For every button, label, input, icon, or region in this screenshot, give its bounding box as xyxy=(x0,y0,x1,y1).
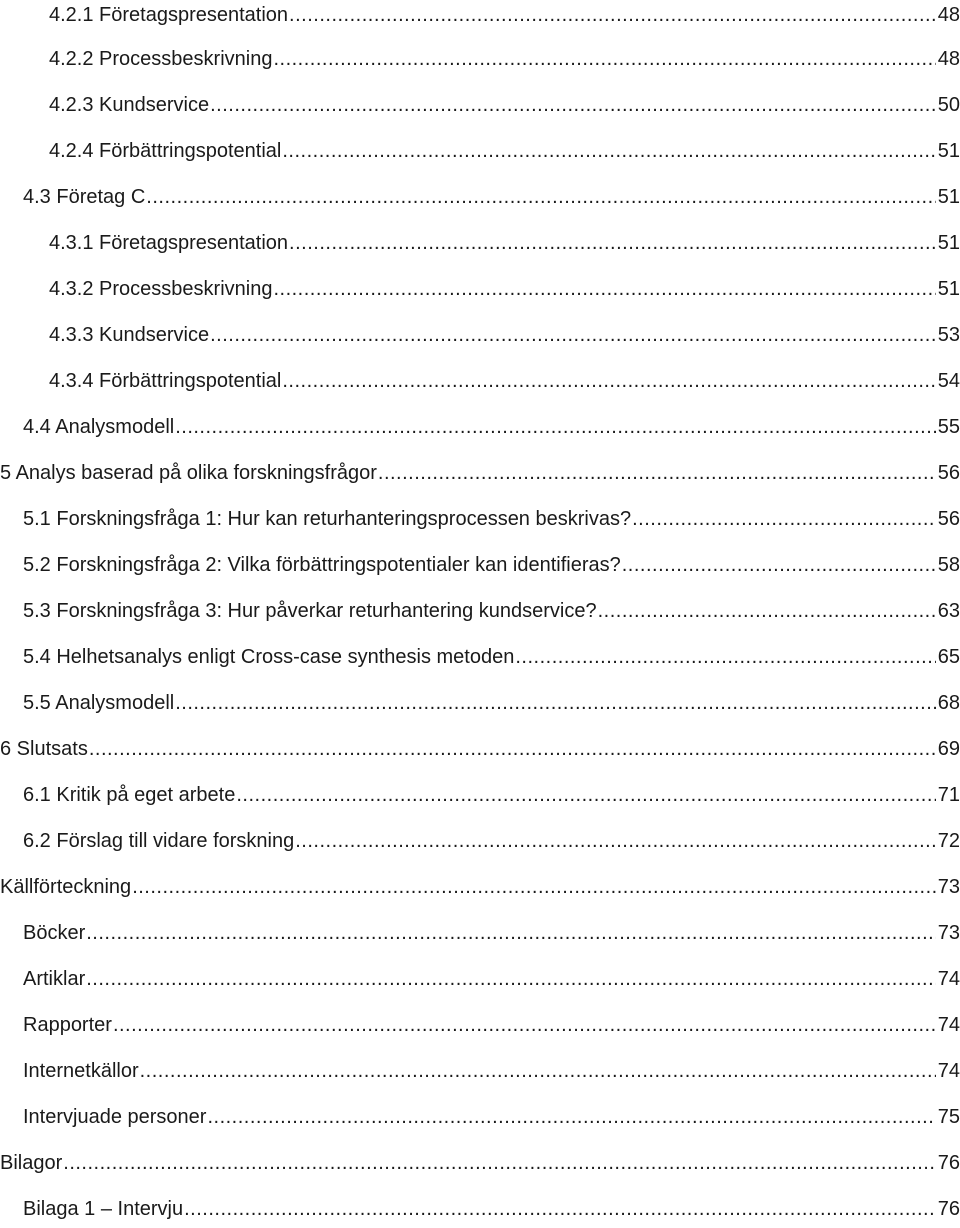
toc-dot-leader xyxy=(378,458,936,488)
toc-entry-title: Rapporter xyxy=(23,1014,112,1036)
toc-dot-leader xyxy=(113,1010,936,1040)
toc-dot-leader xyxy=(236,780,935,810)
toc-entry-title: 5.3 Forskningsfråga 3: Hur påverkar returhantering kundservice? xyxy=(23,600,597,622)
toc-entry[interactable] xyxy=(0,136,960,166)
toc-dot-leader xyxy=(86,964,936,994)
toc-entry-page: 51 xyxy=(937,186,960,208)
toc-entry-title: 5.2 Forskningsfråga 2: Vilka förbättringspotentialer kan identifieras? xyxy=(23,554,621,576)
toc-entry[interactable] xyxy=(0,1148,960,1178)
toc-entry-page: 48 xyxy=(937,4,960,26)
toc-entry-page: 56 xyxy=(937,508,960,530)
toc-entry[interactable] xyxy=(0,458,960,488)
toc-entry-title: 6.2 Förslag till vidare forskning xyxy=(23,830,295,852)
toc-dot-leader xyxy=(63,1148,935,1178)
toc-entry[interactable] xyxy=(0,596,960,626)
toc-entry-page: 76 xyxy=(937,1152,960,1174)
toc-entry-title: 5.5 Analysmodell xyxy=(23,692,175,714)
toc-dot-leader xyxy=(273,44,935,74)
toc-entry-title: 4.3 Företag C xyxy=(23,186,146,208)
toc-dot-leader xyxy=(175,688,936,718)
toc-entry-title: Källförteckning xyxy=(0,876,132,898)
toc-entry-title: 4.2.1 Företagspresentation xyxy=(49,4,289,26)
toc-entry[interactable] xyxy=(0,550,960,580)
toc-entry-title: Internetkällor xyxy=(23,1060,139,1082)
toc-entry-title: Bilaga 1 – Intervju xyxy=(23,1198,184,1220)
toc-entry-page: 58 xyxy=(937,554,960,576)
toc-entry-page: 51 xyxy=(937,232,960,254)
toc-entry[interactable] xyxy=(0,412,960,442)
toc-entry[interactable] xyxy=(0,366,960,396)
toc-entry-page: 74 xyxy=(937,968,960,990)
toc-dot-leader xyxy=(132,872,936,902)
toc-entry-title: 4.3.3 Kundservice xyxy=(49,324,210,346)
toc-entry-title: Böcker xyxy=(23,922,86,944)
toc-entry-title: 6 Slutsats xyxy=(0,738,88,760)
toc-entry[interactable] xyxy=(0,780,960,810)
toc-dot-leader xyxy=(515,642,935,672)
toc-entry-title: 4.3.1 Företagspresentation xyxy=(49,232,289,254)
toc-entry-page: 68 xyxy=(937,692,960,714)
toc-dot-leader xyxy=(598,596,936,626)
toc-entry-page: 63 xyxy=(937,600,960,622)
toc-entry[interactable] xyxy=(0,90,960,120)
toc-entry-title: 5.4 Helhetsanalys enligt Cross-case synthesis metoden xyxy=(23,646,515,668)
toc-entry-title: 4.2.2 Processbeskrivning xyxy=(49,48,273,70)
toc-dot-leader xyxy=(140,1056,936,1086)
toc-entry[interactable] xyxy=(0,918,960,948)
toc-entry[interactable] xyxy=(0,688,960,718)
toc-entry-page: 73 xyxy=(937,922,960,944)
toc-entry[interactable] xyxy=(0,1194,960,1224)
toc-dot-leader xyxy=(86,918,936,948)
toc-entry-page: 56 xyxy=(937,462,960,484)
toc-entry[interactable] xyxy=(0,1010,960,1040)
toc-entry-title: Artiklar xyxy=(23,968,86,990)
toc-entry[interactable] xyxy=(0,504,960,534)
toc-entry[interactable] xyxy=(0,228,960,258)
toc-dot-leader xyxy=(282,136,935,166)
toc-dot-leader xyxy=(210,90,936,120)
toc-dot-leader xyxy=(89,734,936,764)
toc-entry[interactable] xyxy=(0,1056,960,1086)
toc-entry-title: 4.3.4 Förbättringspotential xyxy=(49,370,282,392)
toc-entry[interactable] xyxy=(0,1102,960,1132)
toc-entry-page: 53 xyxy=(937,324,960,346)
toc-entry-page: 69 xyxy=(937,738,960,760)
toc-entry[interactable] xyxy=(0,872,960,902)
toc-entry-page: 50 xyxy=(937,94,960,116)
toc-dot-leader xyxy=(289,0,936,30)
toc-entry[interactable] xyxy=(0,320,960,350)
toc-entry[interactable] xyxy=(0,826,960,856)
toc-entry-title: 4.2.4 Förbättringspotential xyxy=(49,140,282,162)
toc-entry[interactable] xyxy=(0,642,960,672)
toc-dot-leader xyxy=(146,182,935,212)
toc-entry-page: 55 xyxy=(937,416,960,438)
toc-entry[interactable] xyxy=(0,44,960,74)
toc-dot-leader xyxy=(282,366,935,396)
toc-entry[interactable] xyxy=(0,182,960,212)
toc-entry-page: 51 xyxy=(937,278,960,300)
toc-entry-page: 51 xyxy=(937,140,960,162)
toc-entry-title: 4.2.3 Kundservice xyxy=(49,94,210,116)
toc-dot-leader xyxy=(273,274,935,304)
toc-entry-page: 74 xyxy=(937,1014,960,1036)
toc-dot-leader xyxy=(295,826,936,856)
toc-entry-title: 4.4 Analysmodell xyxy=(23,416,175,438)
toc-entry-page: 74 xyxy=(937,1060,960,1082)
toc-dot-leader xyxy=(289,228,936,258)
toc-dot-leader xyxy=(175,412,936,442)
toc-entry-title: Bilagor xyxy=(0,1152,63,1174)
toc-dot-leader xyxy=(632,504,936,534)
toc-entry-page: 71 xyxy=(937,784,960,806)
toc-entry-title: 5.1 Forskningsfråga 1: Hur kan returhanteringsprocessen beskrivas? xyxy=(23,508,632,530)
toc-entry-title: 4.3.2 Processbeskrivning xyxy=(49,278,273,300)
toc-entry-page: 73 xyxy=(937,876,960,898)
toc-entry-page: 72 xyxy=(937,830,960,852)
toc-entry[interactable] xyxy=(0,0,960,30)
toc-dot-leader xyxy=(184,1194,936,1224)
toc-entry-page: 54 xyxy=(937,370,960,392)
toc-dot-leader xyxy=(210,320,936,350)
toc-entry-page: 65 xyxy=(937,646,960,668)
toc-entry[interactable] xyxy=(0,274,960,304)
toc-entry-title: 6.1 Kritik på eget arbete xyxy=(23,784,236,806)
toc-entry-page: 75 xyxy=(937,1106,960,1128)
toc-entry[interactable] xyxy=(0,964,960,994)
toc-entry-page: 48 xyxy=(937,48,960,70)
toc-entry-title: Intervjuade personer xyxy=(23,1106,207,1128)
toc-entry[interactable] xyxy=(0,734,960,764)
toc-dot-leader xyxy=(622,550,936,580)
toc-entry-page: 76 xyxy=(937,1198,960,1220)
toc-dot-leader xyxy=(207,1102,935,1132)
toc-entry-title: 5 Analys baserad på olika forskningsfrågor xyxy=(0,462,377,484)
